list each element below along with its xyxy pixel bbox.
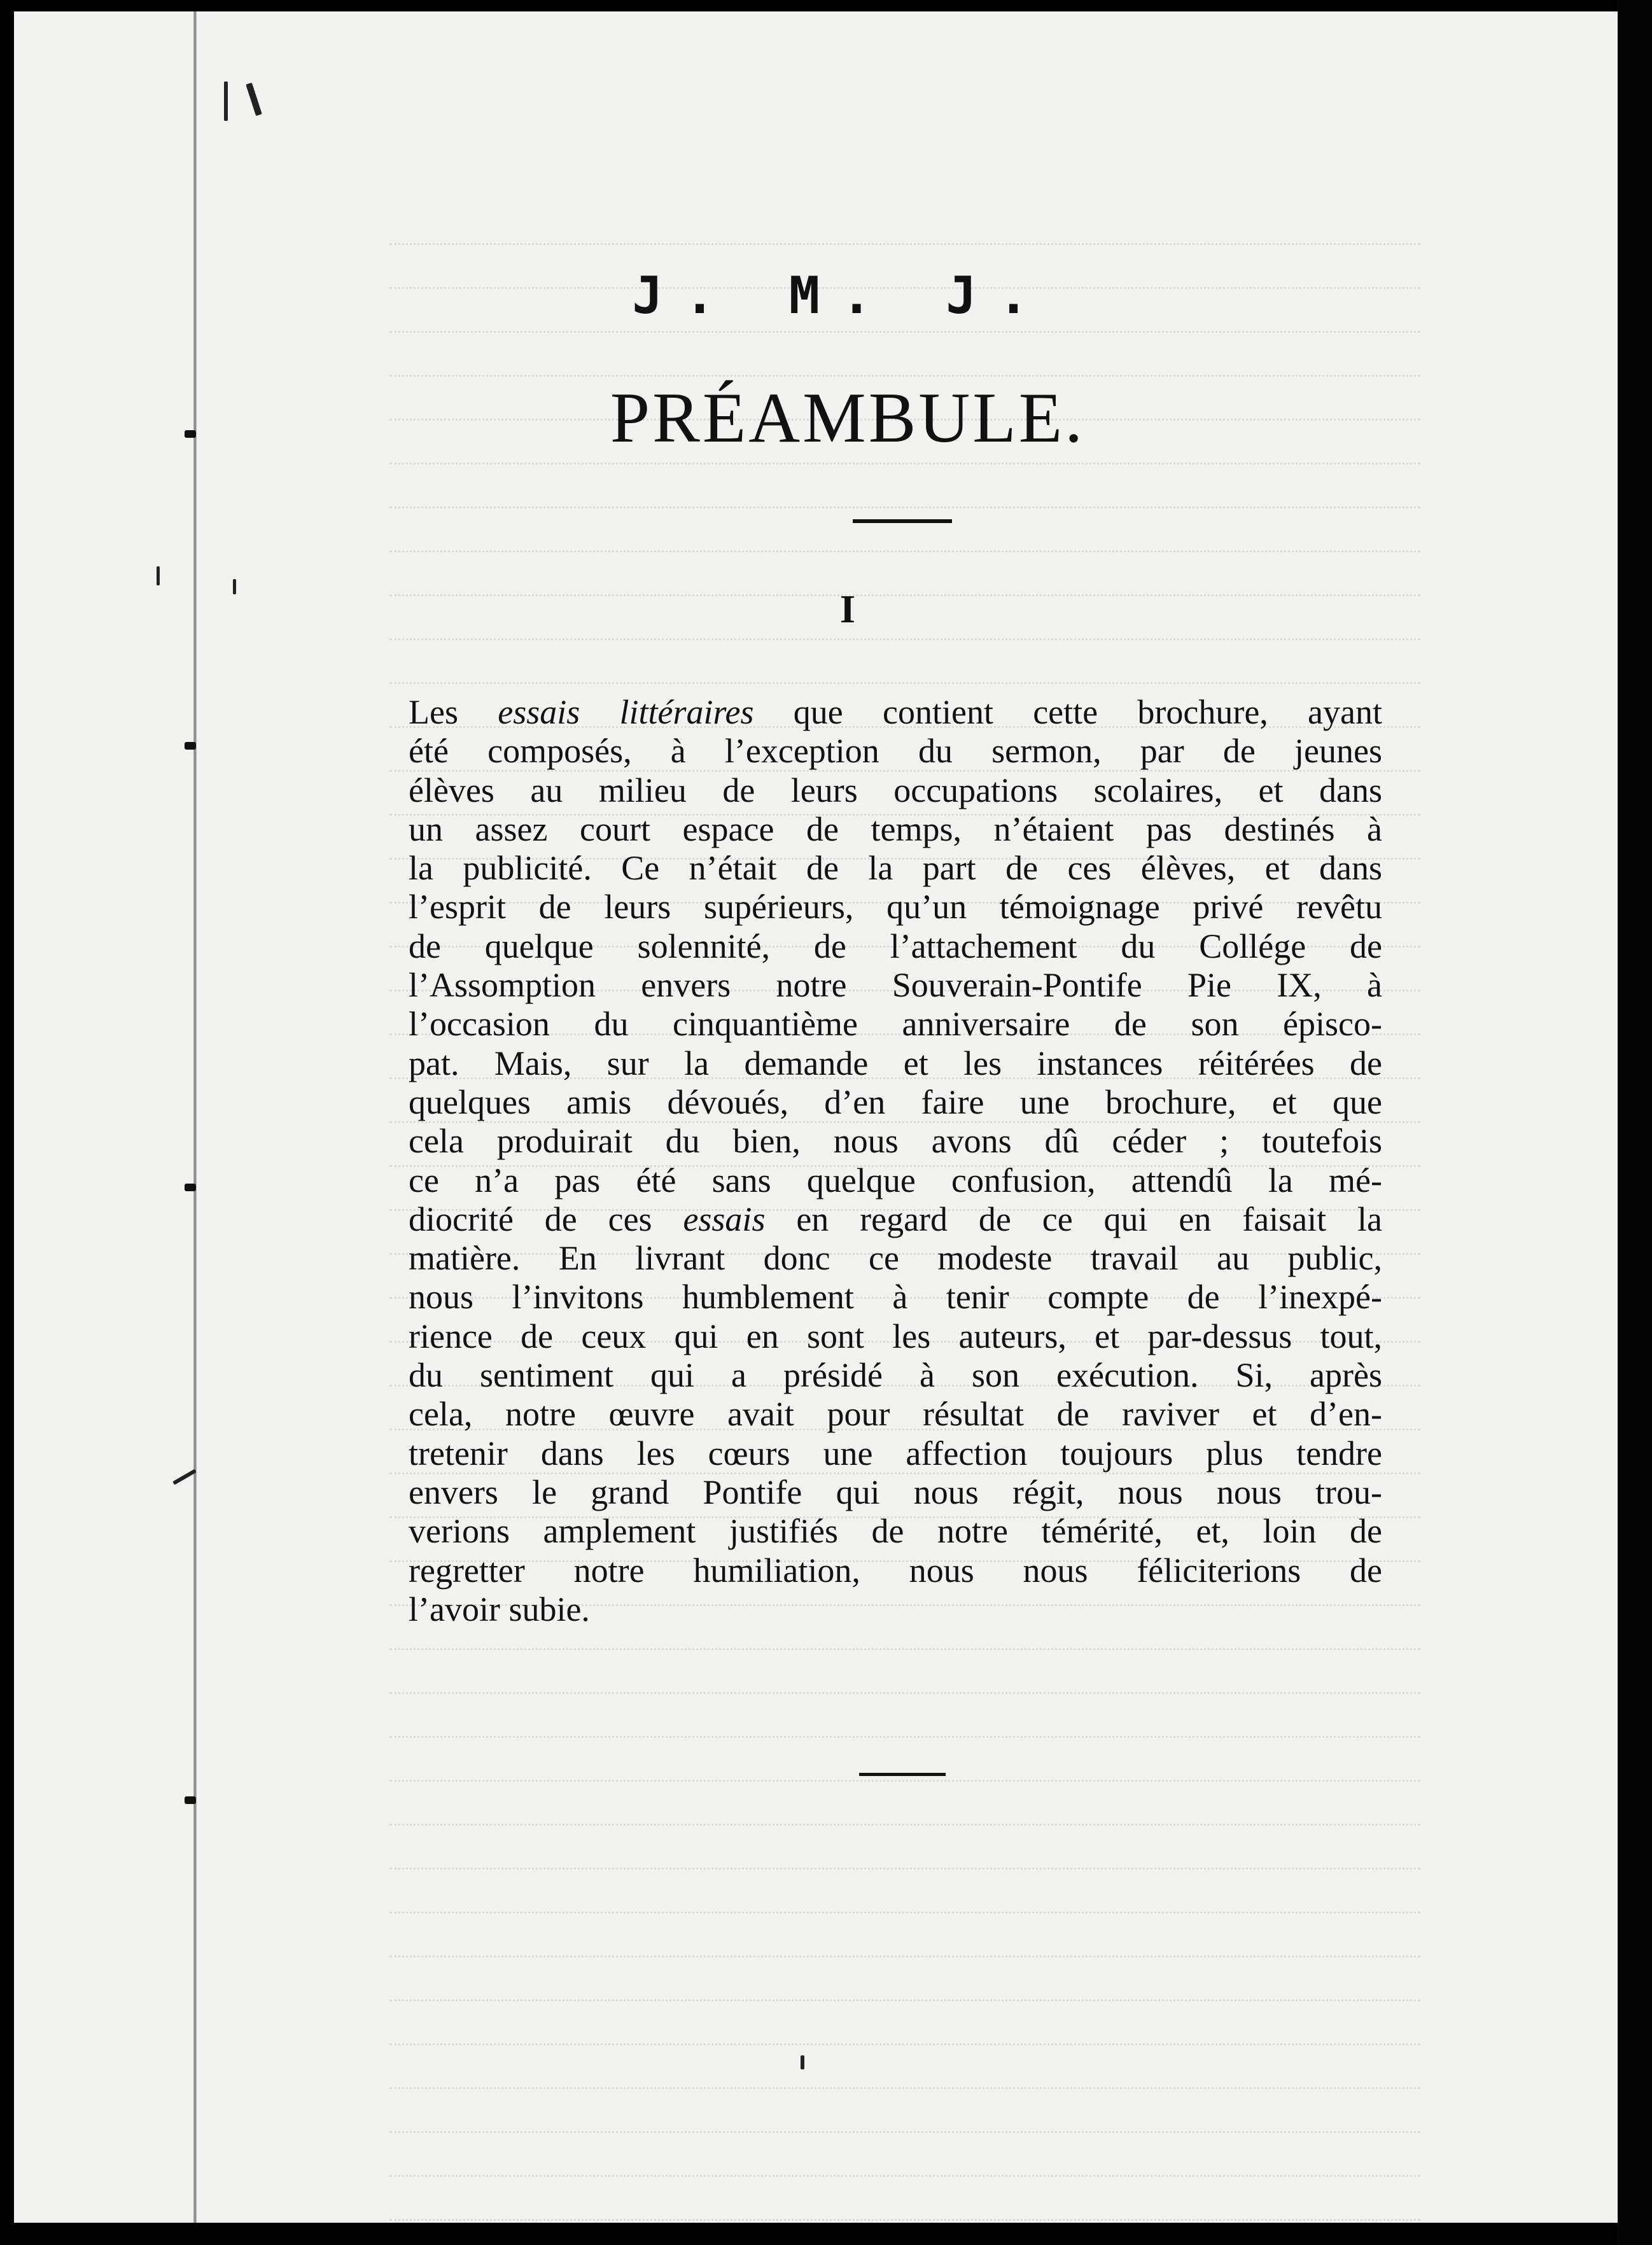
paragraph-line: matière. En livrant donc ce modeste travail au public, [409, 1239, 1382, 1278]
end-rule [859, 1773, 946, 1776]
paragraph-line: l’esprit de leurs supérieurs, qu’un témoignage privé revêtu [409, 888, 1382, 927]
paragraph-line: regretter notre humiliation, nous nous féliciterions de [409, 1551, 1382, 1590]
binding-edge-line [193, 11, 197, 2223]
paragraph-line: verions amplement justifiés de notre témérité, et, loin de [409, 1512, 1382, 1551]
paragraph-line: quelques amis dévoués, d’en faire une brochure, et que [409, 1082, 1382, 1121]
paragraph-line: diocrité de ces essais en regard de ce qui en faisait la [409, 1199, 1382, 1238]
paragraph-line: l’Assomption envers notre Souverain-Pontife Pie IX, à [409, 966, 1382, 1005]
title-rule [853, 519, 952, 523]
section-number: I [839, 588, 856, 631]
paragraph-line: nous l’invitons humblement à tenir compte de l’inexpé- [409, 1278, 1382, 1317]
binding-mark [185, 742, 196, 750]
paragraph-line: un assez court espace de temps, n’étaient pas destinés à [409, 809, 1382, 848]
paragraph-line: l’avoir subie. [409, 1590, 590, 1628]
scan-speck [157, 566, 160, 585]
monogram-heading: J. M. J. [632, 266, 1051, 325]
paragraph-line: envers le grand Pontife qui nous régit, nous nous trou- [409, 1472, 1382, 1511]
paragraph-line: l’occasion du cinquantième anniversaire de son épisco- [409, 1005, 1382, 1044]
page-title: PRÉAMBULE. [610, 379, 1086, 458]
paragraph-line: de quelque solennité, de l’attachement du Collége de [409, 927, 1382, 965]
paragraph-line: élèves au milieu de leurs occupations scolaires, et dans [409, 771, 1382, 809]
paragraph-line: Les essais littéraires que contient cette brochure, ayant [409, 693, 1382, 731]
paragraph-line: cela, notre œuvre avait pour résultat de raviver et d’en- [409, 1395, 1382, 1434]
paragraph-line: été composés, à l’exception du sermon, par de jeunes [409, 732, 1382, 771]
scan-speck [224, 81, 228, 121]
paragraph-line: tretenir dans les cœurs une affection toujours plus tendre [409, 1434, 1382, 1472]
paragraph-line: cela produirait du bien, nous avons dû céder ; toutefois [409, 1122, 1382, 1161]
preamble-paragraph [409, 693, 1382, 1629]
paragraph-line: la publicité. Ce n’était de la part de ces élèves, et dans [409, 849, 1382, 888]
paragraph-line: ce n’a pas été sans quelque confusion, attendû la mé- [409, 1161, 1382, 1199]
paragraph-line: du sentiment qui a présidé à son exécution. Si, après [409, 1356, 1382, 1395]
scan-border-right [1618, 0, 1652, 2245]
paragraph-line: rience de ceux qui en sont les auteurs, et par-dessus tout, [409, 1317, 1382, 1355]
scanned-page [14, 11, 1618, 2223]
binding-mark [185, 1796, 196, 1804]
paragraph-line: pat. Mais, sur la demande et les instances réitérées de [409, 1044, 1382, 1082]
scan-speck [246, 83, 262, 116]
binding-mark [185, 1184, 196, 1191]
